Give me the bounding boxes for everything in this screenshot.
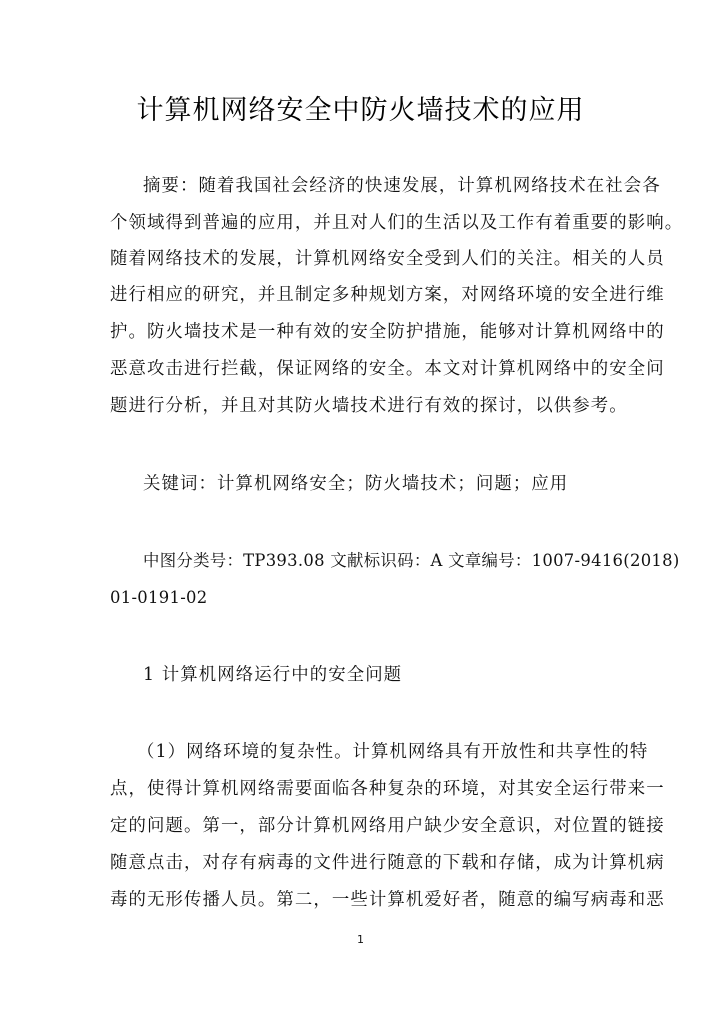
section-heading: 1 计算机网络运行中的安全问题 — [143, 665, 403, 685]
classification-line: 中图分类号：TP393.08 文献标识码：A 文章编号：1007-9416(2018) — [143, 551, 680, 570]
abstract-line: 个领域得到普遍的应用，并且对人们的生活以及工作有着重要的影响。 — [110, 213, 684, 233]
classification-line: 01-0191-02 — [110, 588, 208, 607]
abstract-line: 恶意攻击进行拦截，保证网络的安全。本文对计算机网络中的安全问 — [110, 359, 665, 379]
abstract-line: 进行相应的研究，并且制定多种规划方案，对网络环境的安全进行维 — [110, 285, 665, 305]
body-line: 定的问题。第一，部分计算机网络用户缺少安全意识，对位置的链接 — [110, 816, 665, 836]
body-line: 毒的无形传播人员。第二，一些计算机爱好者，随意的编写病毒和恶 — [110, 890, 665, 910]
keywords: 关键词：计算机网络安全；防火墙技术；问题；应用 — [143, 474, 569, 494]
page-number: 1 — [357, 933, 364, 946]
abstract-line: 随着网络技术的发展，计算机网络安全受到人们的关注。相关的人员 — [110, 249, 665, 269]
document-title: 计算机网络安全中防火墙技术的应用 — [136, 95, 585, 126]
abstract-line: 护。防火墙技术是一种有效的安全防护措施，能够对计算机网络中的 — [110, 322, 665, 342]
abstract-line: 摘要：随着我国社会经济的快速发展，计算机网络技术在社会各 — [143, 176, 661, 196]
body-line: （1）网络环境的复杂性。计算机网络具有开放性和共享性的特 — [137, 742, 649, 762]
body-line: 随意点击，对存有病毒的文件进行随意的下载和存储，成为计算机病 — [110, 853, 665, 873]
abstract-line: 题进行分析，并且对其防火墙技术进行有效的探讨，以供参考。 — [110, 396, 628, 416]
body-line: 点，使得计算机网络需要面临各种复杂的环境，对其安全运行带来一 — [110, 779, 665, 799]
